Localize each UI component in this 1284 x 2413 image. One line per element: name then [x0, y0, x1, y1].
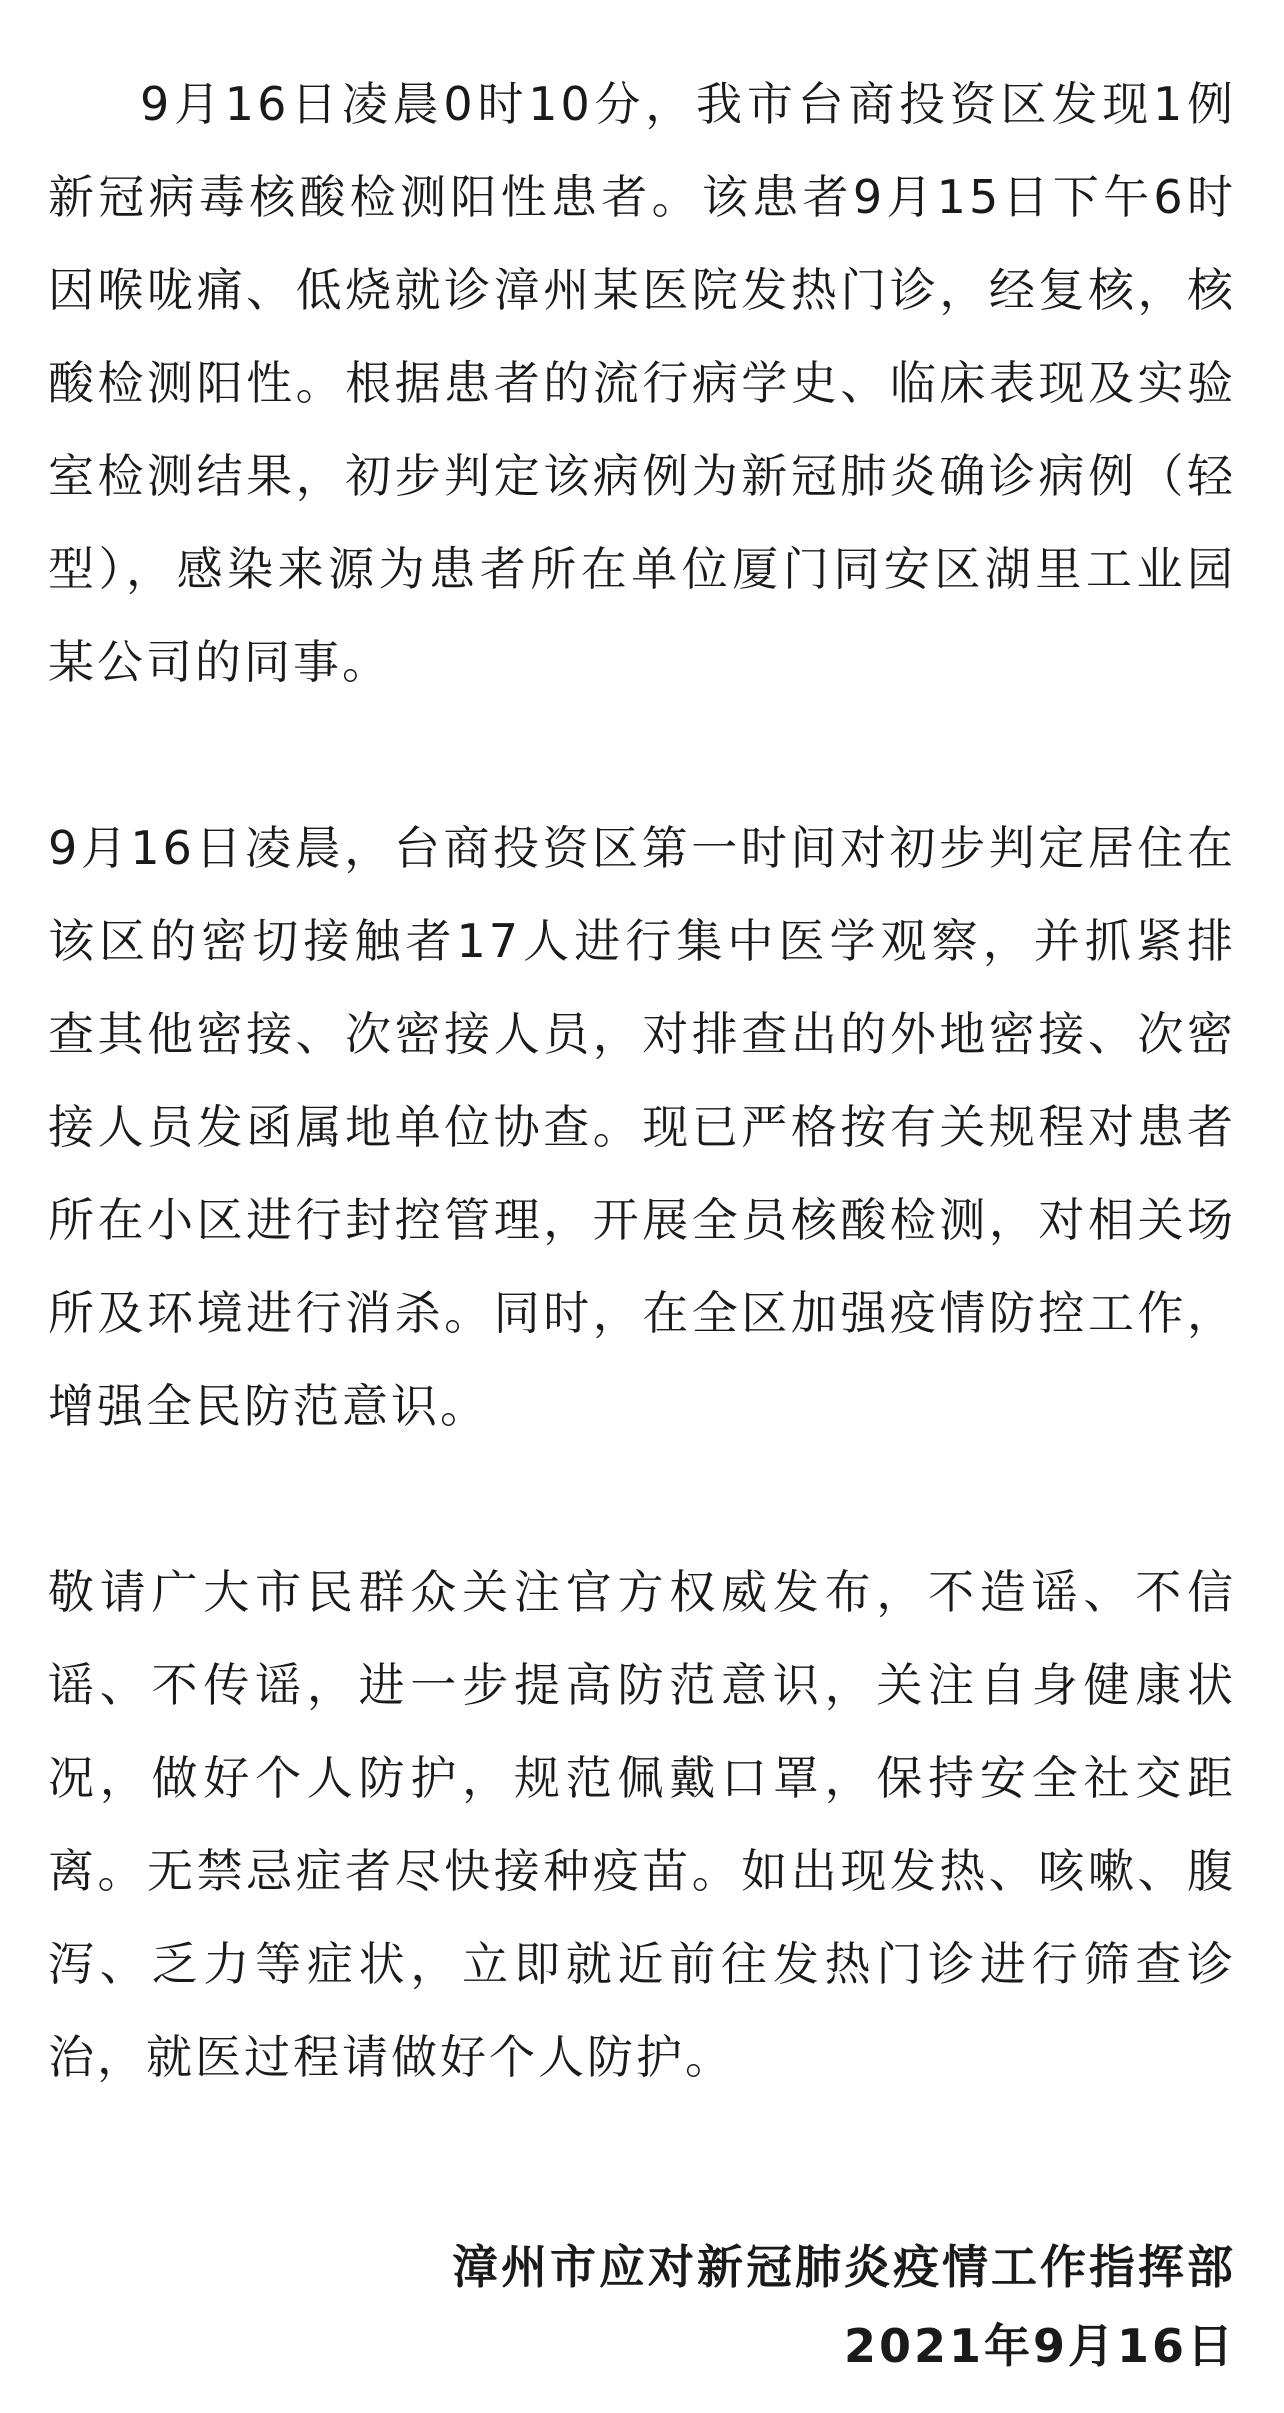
paragraph-public-advice: 敬请广大市民群众关注官方权威发布，不造谣、不信谣、不传谣，进一步提高防范意识，关注自身健康状况，做好个人防护，规范佩戴口罩，保持安全社交距离。无禁忌症者尽快接种疫苗。如出现发热、咳嗽、腹泻、乏力等症状，立即就近前往发热门诊进行筛查诊治，就医过程请做好个人防护。 — [48, 1565, 1236, 2084]
paragraph-control-measures: 9月16日凌晨，台商投资区第一时间对初步判定居住在该区的密切接触者17人进行集中医学观察，并抓紧排查其他密接、次密接人员，对排查出的外地密接、次密接人员发函属地单位协查。现已严格按有关规程对患者所在小区进行封控管理，开展全员核酸检测，对相关场所及环境进行消杀。同时，在全区加强疫情防控工作，增强全民防范意识。 — [48, 821, 1236, 1433]
article-body — [48, 58, 1236, 2104]
signature-block — [452, 2228, 1236, 2386]
issue-date: 2021年9月16日 — [843, 2319, 1236, 2373]
issuing-organization: 漳州市应对新冠肺炎疫情工作指挥部 — [452, 2240, 1236, 2294]
paragraph-case-report: 9月16日凌晨0时10分，我市台商投资区发现1例新冠病毒核酸检测阳性患者。该患者9月15日下午6时因喉咙痛、低烧就诊漳州某医院发热门诊，经复核，核酸检测阳性。根据患者的流行病学史、临床表现及实验室检测结果，初步判定该病例为新冠肺炎确诊病例（轻型），感染来源为患者所在单位厦门同安区湖里工业园某公司的同事。 — [48, 77, 1236, 689]
